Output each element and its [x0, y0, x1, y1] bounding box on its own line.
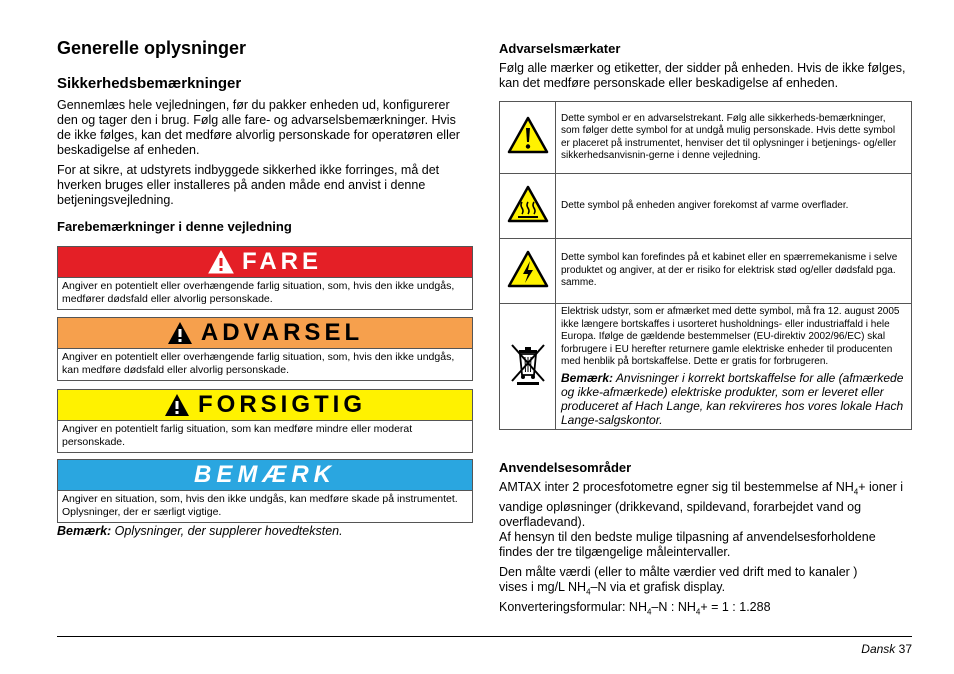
hazard-label: FARE [241, 248, 322, 275]
disposal-note [561, 371, 906, 427]
warning-triangle-icon [164, 393, 190, 417]
note-paragraph [57, 524, 472, 539]
footer-language: Dansk [861, 642, 896, 656]
electric-shock-icon [507, 250, 549, 288]
symbol-description: Dette symbol på enheden angiver forekomst af varme overflader. [556, 174, 912, 239]
paragraph-application-1: AMTAX inter 2 procesfotometre egner sig til bestemmelse af $NH_4+$ ioner i vandige opløsninger (drikkevand, spildevand, forarbejdet vand og overfladevand). [499, 480, 904, 529]
symbol-table [499, 101, 912, 430]
paragraph-conversion-formula: Konverteringsformular: $NH_4-N$ : $NH_4+ = 1$ : 1.288 [499, 600, 771, 617]
table-row [500, 174, 912, 239]
symbol-description-text: Elektrisk udstyr, som er afmærket med dette symbol, må fra 12. august 2005 ikke længere bortskaffes i usorteret husholdnings- eller industriaffald i hele Europa. Ifølge de gældende bestemmelser (EU-direktiv 2002/96/EC) skal forbrugere i EU herefter returnere gamle elektriske enheder til producenten med henblik på bortskaffelse. Dette er gratis for forbrugeren. [561, 306, 900, 367]
hazard-box-fare [57, 246, 473, 310]
paragraph-application-3: Den målte værdi (eller to målte værdier ved drift med to kanaler ) vises i mg/L $NH_4-N$ via et grafisk display. [499, 565, 858, 597]
section-heading-labels: Advarselsmærkater [499, 41, 621, 56]
hazard-label: BEMÆRK [194, 461, 336, 488]
warning-triangle-icon [507, 116, 549, 154]
note-label: Bemærk: [561, 370, 614, 385]
note-label: Bemærk: [57, 524, 112, 538]
hazard-label: FORSIGTIG [198, 391, 366, 418]
page-number: 37 [898, 642, 912, 656]
hazard-text: Angiver en situation, som, hvis den ikke undgås, kan medføre skade på instrumentet. Oplysninger, der er særligt vigtige. [58, 490, 472, 522]
note-text: Oplysninger, der supplerer hovedteksten. [111, 524, 343, 538]
hazard-box-advarsel [57, 317, 473, 381]
hazard-text: Angiver en potentielt eller overhængende farlig situation, som, hvis den ikke undgås, medfører dødsfald eller alvorlig personskade. [58, 277, 472, 309]
table-row [500, 304, 912, 430]
table-row [500, 102, 912, 174]
paragraph-safety-2: For at sikre, at udstyrets indbyggede sikkerhed ikke forringes, må det hverken bruges eller installeres på anden måde end anvist i denne betjeningsvejledning. [57, 163, 440, 207]
page-footer [861, 642, 912, 656]
paragraph-labels: Følg alle mærker og etiketter, der sidder på enheden. Hvis de ikke følges, kan det medføre personskade eller beskadigelse af enheden. [499, 61, 906, 90]
warning-triangle-icon [167, 321, 193, 345]
section-heading-safety: Sikkerhedsbemærkninger [57, 75, 242, 92]
warning-triangle-icon [208, 250, 234, 274]
footer-divider [57, 636, 912, 637]
section-heading-hazards: Farebemærkninger i denne vejledning [57, 219, 292, 234]
hazard-box-forsigtig [57, 389, 473, 453]
table-row [500, 239, 912, 304]
hazard-text: Angiver en potentielt eller overhængende farlig situation, som, hvis den ikke undgås, kan medføre dødsfald eller alvorlig personskade. [58, 348, 472, 380]
symbol-description: Dette symbol kan forefindes på et kabinet eller en spærremekanisme i selve produktet og angiver, at der er risiko for elektrisk stød og/eller dødsfald pga. samme. [556, 239, 912, 304]
page-title: Generelle oplysninger [57, 38, 247, 58]
crossed-bin-icon [506, 341, 550, 387]
symbol-description [556, 304, 912, 430]
paragraph-application-2: Af hensyn til den bedste mulige tilpasning af anvendelsesforholdene findes der tre tilgængelige måleintervaller. [499, 530, 876, 559]
note-text: Anvisninger i korrekt bortskaffelse for alle (afmærkede og ikke-afmærkede) elektriske produkter, som er leveret eller produceret af Hach Lange, kan rekvireres hos vores lokale Hach Lange-salgskontor. [561, 370, 904, 427]
hazard-label: ADVARSEL [200, 319, 364, 346]
paragraph-safety-1: Gennemlæs hele vejledningen, før du pakker enheden ud, konfigurerer den og tager den i brug. Følg alle fare- og advarselsbemærkninger. Hvis de ikke følges, kan det medføre alvorlig personskade for operatøren eller beskadigelse af enheden. [57, 98, 460, 157]
hazard-box-bemaerk [57, 459, 473, 523]
hot-surface-icon [507, 185, 549, 223]
symbol-description: Dette symbol er en advarselstrekant. Følg alle sikkerheds-bemærkninger, som følger dette symbol for at undgå mulig personskade. Hvis dette symbol er placeret på instrumentet, henviser det til oplysninger i betjenings- og/eller sikkerhedsanvisnin-gerne i denne vejledning. [556, 102, 912, 174]
hazard-text: Angiver en potentielt farlig situation, som kan medføre mindre eller moderat personskade. [58, 420, 472, 452]
section-heading-application: Anvendelsesområder [499, 460, 632, 475]
